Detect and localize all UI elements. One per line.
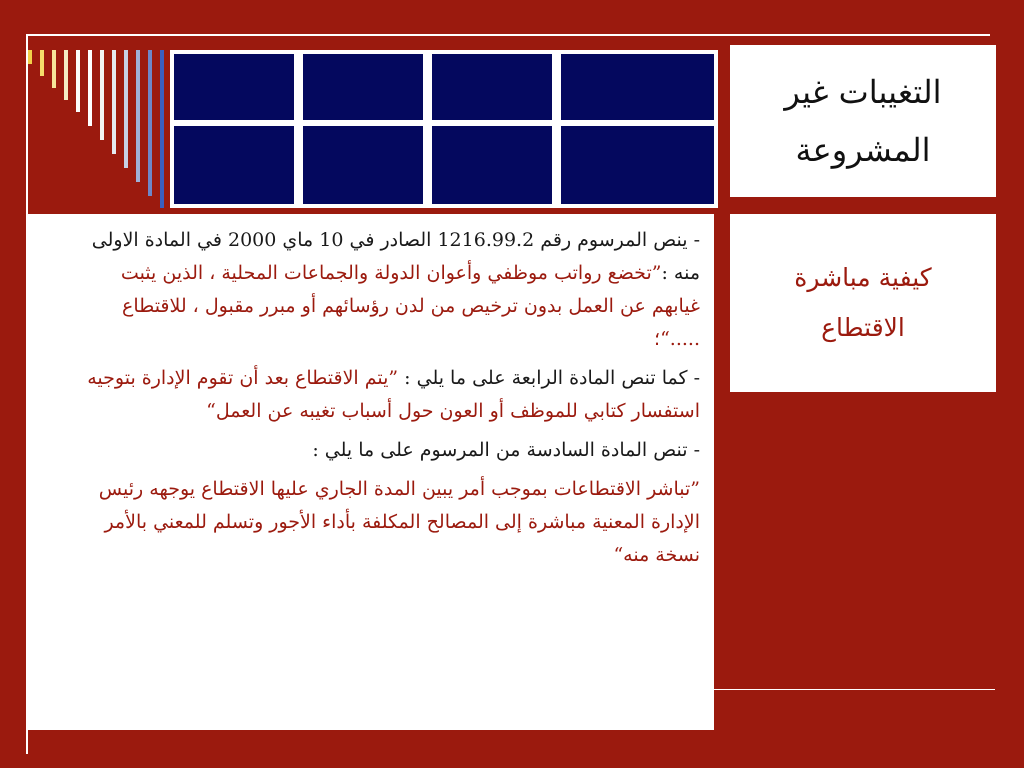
stripe bbox=[136, 50, 140, 182]
grid-cell bbox=[432, 126, 552, 204]
content-box bbox=[28, 214, 714, 730]
grid-cell bbox=[303, 126, 423, 204]
grid-cell bbox=[432, 54, 552, 120]
grid-cell bbox=[174, 126, 294, 204]
title-box bbox=[730, 45, 996, 197]
grid-cell bbox=[174, 54, 294, 120]
stripe bbox=[160, 50, 164, 208]
slide-content bbox=[80, 224, 700, 578]
grid-cell bbox=[303, 54, 423, 120]
stripe bbox=[124, 50, 128, 168]
stripe bbox=[52, 50, 56, 88]
paragraph-2-intro: - كما تنص المادة الرابعة على ما يلي : bbox=[398, 367, 700, 389]
stripe bbox=[76, 50, 80, 112]
subtitle-box bbox=[730, 214, 996, 392]
stripe bbox=[112, 50, 116, 154]
decorative-grid bbox=[170, 50, 718, 208]
paragraph-2-quote: ”يتم الاقتطاع بعد أن تقوم الإدارة بتوجيه استفسار كتابي للموظف أو العون حول أسباب تغيبه عن العمل“ bbox=[87, 367, 700, 422]
paragraph-3: - تنص المادة السادسة من المرسوم على ما يلي : bbox=[312, 439, 700, 461]
stripe bbox=[40, 50, 44, 76]
stripe bbox=[64, 50, 68, 100]
stripe bbox=[28, 50, 32, 64]
stripe bbox=[100, 50, 104, 140]
grid-cell bbox=[561, 54, 714, 120]
paragraph-4-quote: ”تباشر الاقتطاعات بموجب أمر يبين المدة الجاري عليها الاقتطاع يوجهه رئيس الإدارة المعنية مباشرة إلى المصالح المكلفة بأداء الأجور وتسلم للمعني بالأمر نسخة منه“ bbox=[98, 478, 700, 566]
grid-cell bbox=[561, 126, 714, 204]
frame-top-line bbox=[26, 34, 990, 36]
paragraph-1-quote: ”تخضع رواتب موظفي وأعوان الدولة والجماعات المحلية ، الذين يثبت غيابهم عن العمل بدون ترخيص من لدن رؤسائهم أو مبرر مقبول ، للاقتطاع .....“؛ bbox=[120, 262, 700, 350]
footer-divider bbox=[714, 689, 995, 690]
stripe bbox=[148, 50, 152, 196]
paragraph-1 bbox=[80, 224, 700, 356]
slide-subtitle: كيفية مباشرة الاقتطاع bbox=[794, 263, 932, 342]
slide-title: التغيبات غير المشروعة bbox=[784, 73, 942, 169]
stripe bbox=[88, 50, 92, 126]
paragraph-2 bbox=[80, 362, 700, 428]
paragraph-1-intro: - ينص المرسوم رقم 1216.99.2 الصادر في 10 ماي 2000 في المادة الاولى منه : bbox=[91, 229, 700, 284]
